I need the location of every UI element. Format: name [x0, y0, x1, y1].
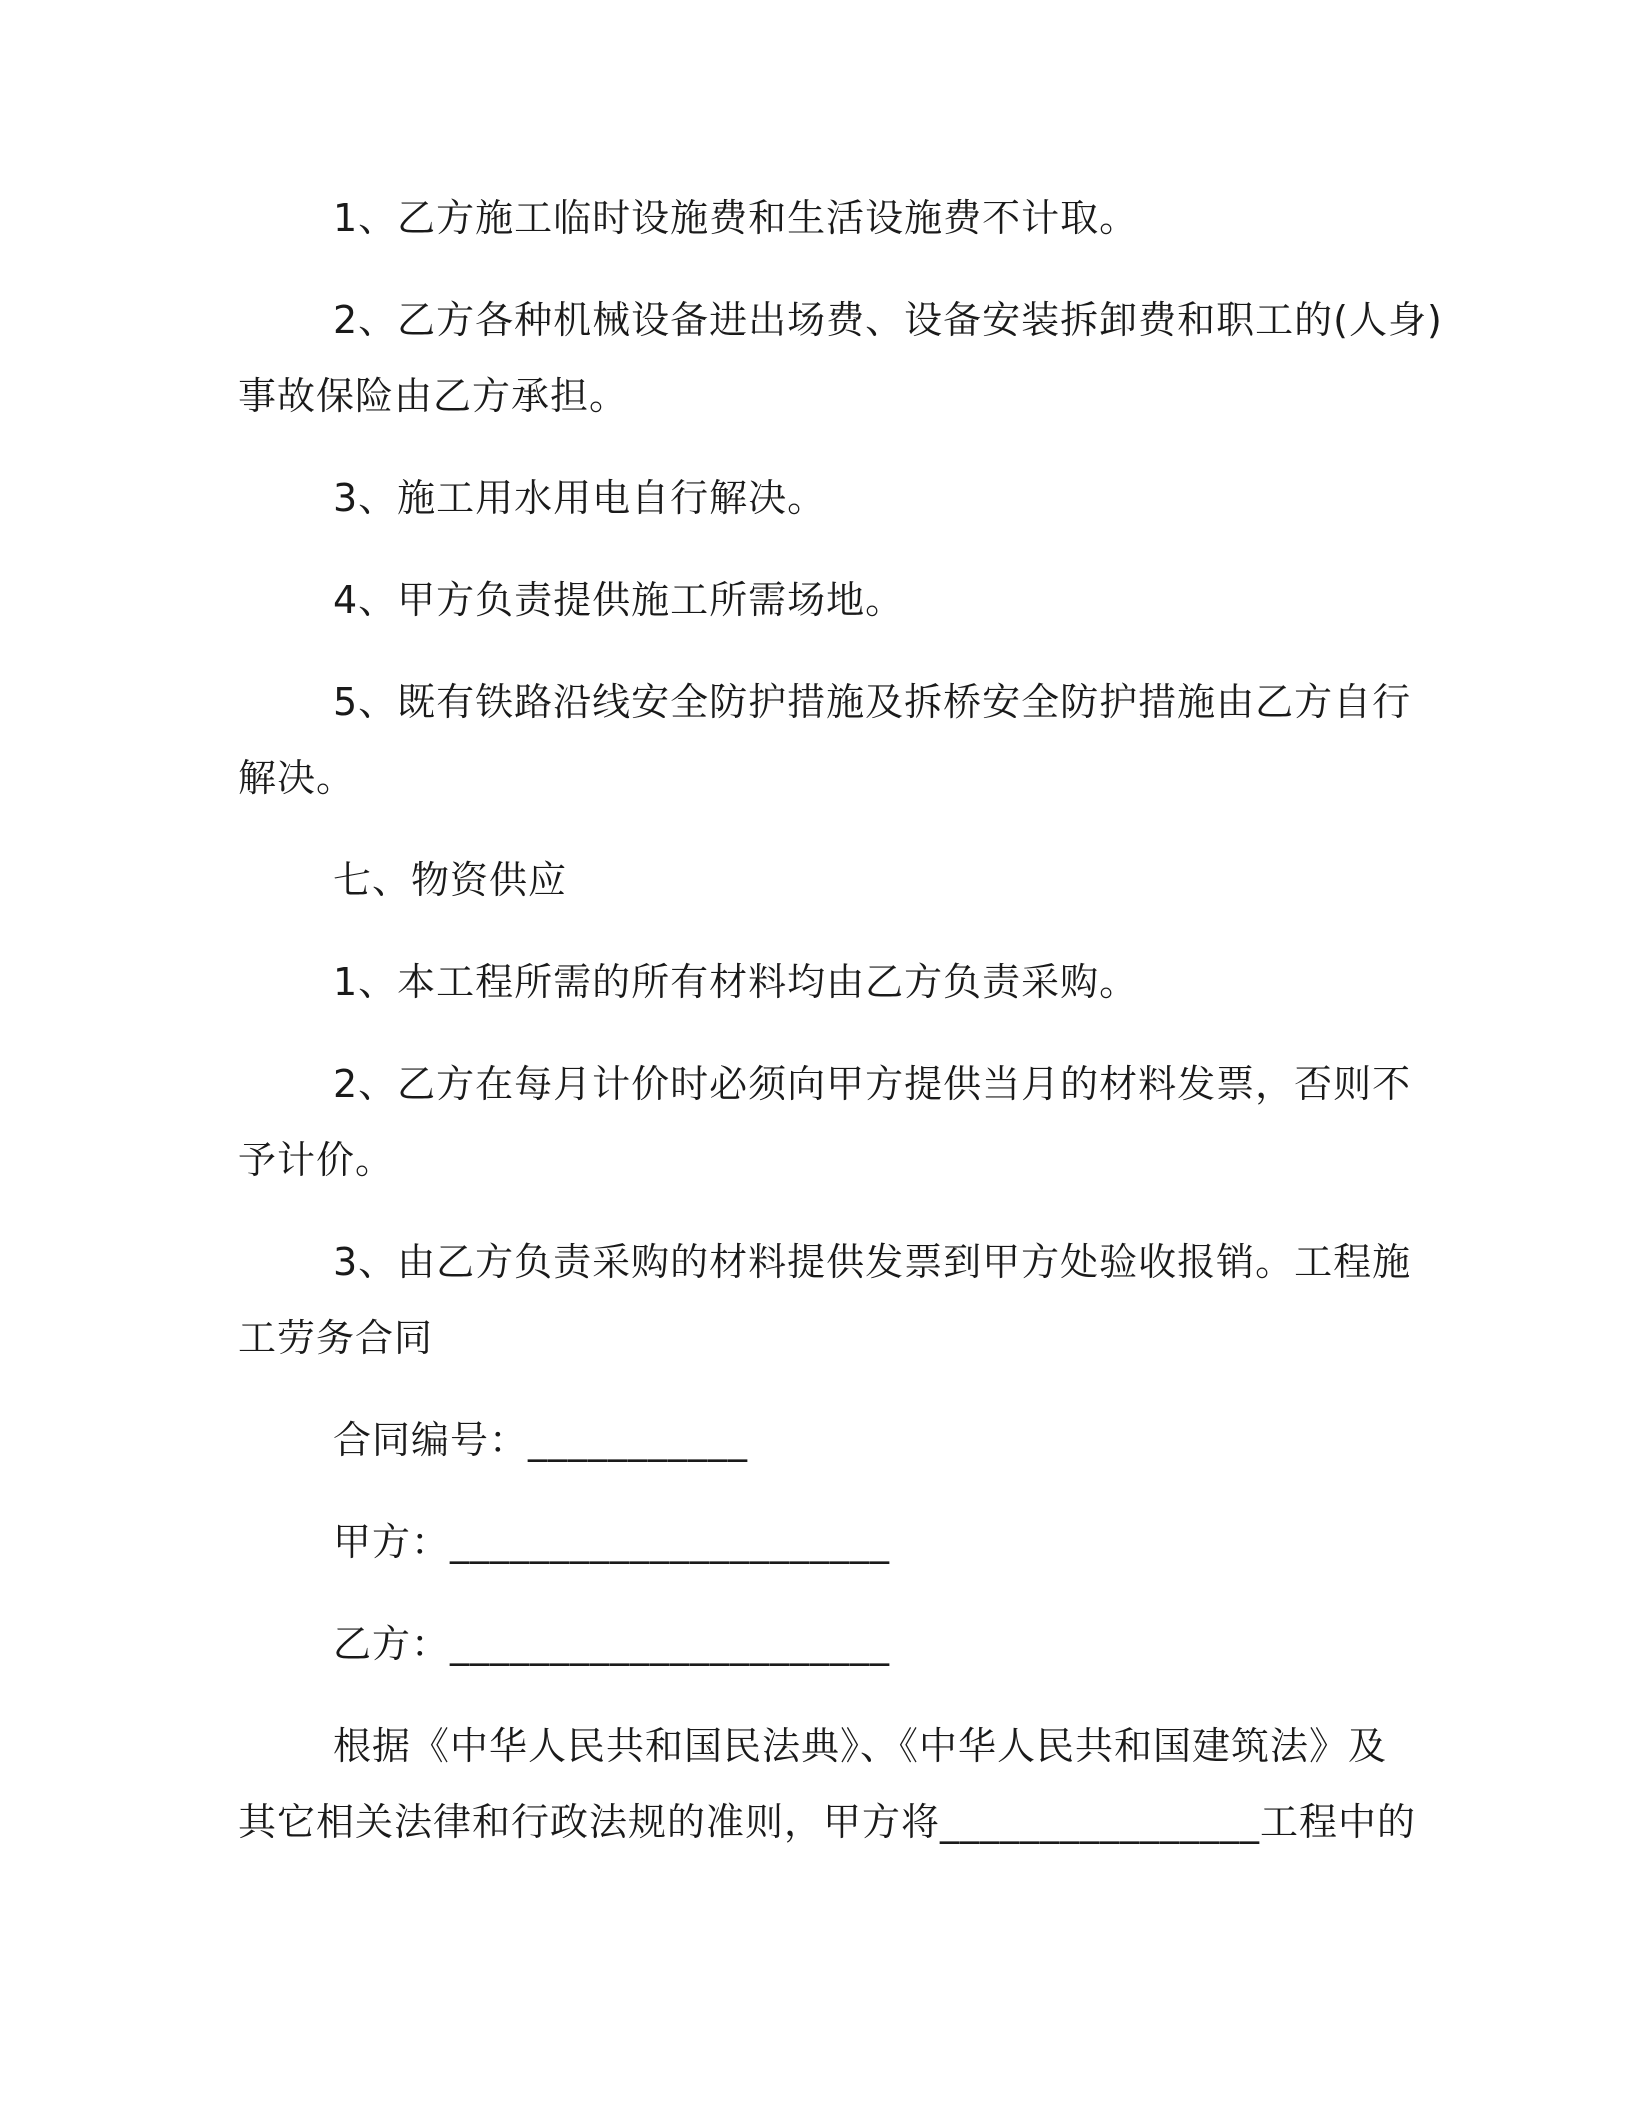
clause-7-1: 1、本工程所需的所有材料均由乙方负责采购。	[333, 960, 1139, 1004]
clause-6-2-line2: 事故保险由乙方承担。	[238, 374, 629, 418]
clause-6-1: 1、乙方施工临时设施费和生活设施费不计取。	[333, 196, 1139, 240]
legal-basis-line1: 根据《中华人民共和国民法典》、《中华人民共和国建筑法》及	[333, 1724, 1388, 1768]
party-a-field: 甲方：______________________	[333, 1520, 891, 1564]
clause-7-3-line1: 3、由乙方负责采购的材料提供发票到甲方处验收报销。工程施	[333, 1240, 1412, 1284]
clause-6-4: 4、甲方负责提供施工所需场地。	[333, 578, 905, 622]
section-7-heading: 七、物资供应	[333, 858, 568, 902]
clause-7-2-line1: 2、乙方在每月计价时必须向甲方提供当月的材料发票，否则不	[333, 1062, 1412, 1106]
clause-6-5-line2: 解决。	[238, 756, 356, 800]
clause-6-2-line1: 2、乙方各种机械设备进出场费、设备安装拆卸费和职工的(人身)	[333, 298, 1443, 342]
clause-6-5-line1: 5、既有铁路沿线安全防护措施及拆桥安全防护措施由乙方自行	[333, 680, 1412, 724]
legal-basis-line2: 其它相关法律和行政法规的准则，甲方将________________工程中的	[238, 1800, 1417, 1844]
clause-7-2-line2: 予计价。	[238, 1138, 395, 1182]
party-b-field: 乙方：______________________	[333, 1622, 891, 1666]
contract-number-field: 合同编号：___________	[333, 1418, 749, 1462]
clause-7-3-line2: 工劳务合同	[238, 1316, 434, 1360]
clause-6-3: 3、施工用水用电自行解决。	[333, 476, 827, 520]
